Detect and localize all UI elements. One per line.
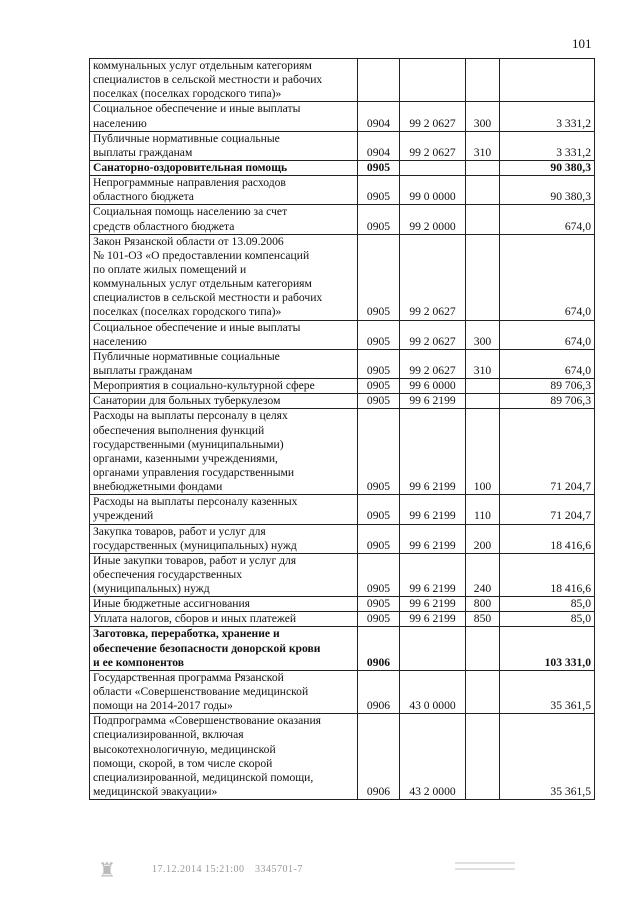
- row-expense-type: 200: [466, 524, 500, 553]
- row-article: [400, 160, 466, 175]
- row-name: Закон Рязанской области от 13.09.2006 № 101-ОЗ «О предоставлении компенсаций по оплате жилых помещений и коммунальных услуг отдельным категориям специалистов в сельской местности и рабочих поселках (поселках городского типа)»: [90, 234, 358, 320]
- row-section: 0905: [358, 205, 400, 234]
- table-row: [90, 102, 595, 131]
- row-amount: 35 361,5: [500, 670, 595, 713]
- row-amount: [500, 59, 595, 102]
- row-name: Непрограммные направления расходов областного бюджета: [90, 176, 358, 205]
- row-section: [358, 59, 400, 102]
- row-article: [400, 59, 466, 102]
- row-article: 99 2 0000: [400, 205, 466, 234]
- row-article: 99 2 0627: [400, 131, 466, 160]
- row-section: 0904: [358, 131, 400, 160]
- row-article: 99 2 0627: [400, 102, 466, 131]
- row-article: 99 2 0627: [400, 234, 466, 320]
- row-article: 99 6 2199: [400, 553, 466, 596]
- row-amount: 89 706,3: [500, 394, 595, 409]
- row-section: 0905: [358, 597, 400, 612]
- table-row: [90, 176, 595, 205]
- footer-code: 3345701-7: [255, 864, 303, 875]
- table-row: [90, 234, 595, 320]
- row-expense-type: [466, 59, 500, 102]
- row-article: 99 6 2199: [400, 597, 466, 612]
- table-row: [90, 627, 595, 670]
- row-amount: 3 331,2: [500, 102, 595, 131]
- row-expense-type: [466, 670, 500, 713]
- row-name: Расходы на выплаты персоналу в целях обеспечения выполнения функций государственными (муниципальными) органами, казенными учреждениями, органами управления государственными внебюджетными фондами: [90, 409, 358, 495]
- page-number: 101: [572, 36, 592, 51]
- footer-date: 17.12.2014 15:21:00: [152, 864, 245, 875]
- table-row: [90, 131, 595, 160]
- row-amount: 18 416,6: [500, 553, 595, 596]
- row-section: 0905: [358, 349, 400, 378]
- row-article: [400, 627, 466, 670]
- row-expense-type: [466, 379, 500, 394]
- page-footer: [0, 858, 640, 888]
- row-amount: 674,0: [500, 349, 595, 378]
- row-name: коммунальных услуг отдельным категориям специалистов в сельской местности и рабочих поселках (поселках городского типа)»: [90, 59, 358, 102]
- stamp-icon: ♜: [98, 860, 116, 882]
- row-section: 0905: [358, 524, 400, 553]
- table-row: [90, 597, 595, 612]
- row-name: Мероприятия в социально-культурной сфере: [90, 379, 358, 394]
- row-expense-type: [466, 176, 500, 205]
- row-expense-type: 240: [466, 553, 500, 596]
- table-row: [90, 553, 595, 596]
- row-amount: 85,0: [500, 597, 595, 612]
- row-section: 0905: [358, 320, 400, 349]
- row-expense-type: [466, 394, 500, 409]
- row-name: Иные закупки товаров, работ и услуг для обеспечения государственных (муниципальных) нужд: [90, 553, 358, 596]
- row-amount: 674,0: [500, 320, 595, 349]
- row-expense-type: 310: [466, 131, 500, 160]
- row-name: Закупка товаров, работ и услуг для государственных (муниципальных) нужд: [90, 524, 358, 553]
- table-row: [90, 670, 595, 713]
- budget-table-body: [90, 59, 595, 800]
- row-expense-type: [466, 160, 500, 175]
- row-name: Социальное обеспечение и иные выплаты населению: [90, 320, 358, 349]
- row-expense-type: 800: [466, 597, 500, 612]
- row-amount: 18 416,6: [500, 524, 595, 553]
- row-section: 0905: [358, 394, 400, 409]
- table-row: [90, 205, 595, 234]
- table-row: [90, 409, 595, 495]
- row-article: 99 6 2199: [400, 394, 466, 409]
- table-row: [90, 612, 595, 627]
- row-name: Уплата налогов, сборов и иных платежей: [90, 612, 358, 627]
- table-row: [90, 349, 595, 378]
- row-name: Санаторно-оздоровительная помощь: [90, 160, 358, 175]
- table-row: [90, 160, 595, 175]
- budget-table: [89, 58, 595, 800]
- table-row: [90, 59, 595, 102]
- row-name: Заготовка, переработка, хранение и обеспечение безопасности донорской крови и ее компонентов: [90, 627, 358, 670]
- row-article: 99 0 0000: [400, 176, 466, 205]
- row-article: 99 6 2199: [400, 612, 466, 627]
- row-section: 0905: [358, 495, 400, 524]
- row-expense-type: 300: [466, 320, 500, 349]
- row-name: Публичные нормативные социальные выплаты гражданам: [90, 131, 358, 160]
- row-expense-type: 850: [466, 612, 500, 627]
- row-name: Санатории для больных туберкулезом: [90, 394, 358, 409]
- row-name: Публичные нормативные социальные выплаты гражданам: [90, 349, 358, 378]
- row-section: 0905: [358, 612, 400, 627]
- row-article: 99 6 2199: [400, 409, 466, 495]
- footer-smudge: [455, 862, 515, 878]
- row-section: 0905: [358, 409, 400, 495]
- table-row: [90, 379, 595, 394]
- row-name: Социальная помощь населению за счет средств областного бюджета: [90, 205, 358, 234]
- row-article: 99 6 2199: [400, 524, 466, 553]
- row-name: Социальное обеспечение и иные выплаты населению: [90, 102, 358, 131]
- row-amount: 85,0: [500, 612, 595, 627]
- row-section: 0906: [358, 627, 400, 670]
- table-row: [90, 524, 595, 553]
- row-amount: 89 706,3: [500, 379, 595, 394]
- row-section: 0905: [358, 553, 400, 596]
- row-amount: 71 204,7: [500, 495, 595, 524]
- row-section: 0905: [358, 379, 400, 394]
- row-amount: 90 380,3: [500, 160, 595, 175]
- row-name: Государственная программа Рязанской области «Совершенствование медицинской помощи на 2014-2017 годы»: [90, 670, 358, 713]
- row-amount: 674,0: [500, 234, 595, 320]
- row-expense-type: [466, 627, 500, 670]
- row-name: Иные бюджетные ассигнования: [90, 597, 358, 612]
- row-name: Подпрограмма «Совершенствование оказания специализированной, включая высокотехнологичную, медицинской помощи, скорой, в том числе скорой специализированной, медицинской помощи, медицинской эвакуации»: [90, 714, 358, 800]
- row-expense-type: 310: [466, 349, 500, 378]
- row-amount: 3 331,2: [500, 131, 595, 160]
- table-row: [90, 320, 595, 349]
- table-row: [90, 495, 595, 524]
- row-article: 99 2 0627: [400, 349, 466, 378]
- row-expense-type: 300: [466, 102, 500, 131]
- row-section: 0905: [358, 234, 400, 320]
- table-row: [90, 714, 595, 800]
- row-name: Расходы на выплаты персоналу казенных учреждений: [90, 495, 358, 524]
- row-amount: 71 204,7: [500, 409, 595, 495]
- row-article: 99 6 0000: [400, 379, 466, 394]
- row-amount: 103 331,0: [500, 627, 595, 670]
- row-section: 0906: [358, 670, 400, 713]
- row-expense-type: [466, 234, 500, 320]
- row-amount: 674,0: [500, 205, 595, 234]
- row-section: 0904: [358, 102, 400, 131]
- row-expense-type: 110: [466, 495, 500, 524]
- row-article: 43 2 0000: [400, 714, 466, 800]
- row-expense-type: [466, 714, 500, 800]
- row-amount: 35 361,5: [500, 714, 595, 800]
- row-section: 0905: [358, 160, 400, 175]
- row-section: 0906: [358, 714, 400, 800]
- row-amount: 90 380,3: [500, 176, 595, 205]
- table-row: [90, 394, 595, 409]
- row-expense-type: [466, 205, 500, 234]
- row-expense-type: 100: [466, 409, 500, 495]
- row-article: 99 2 0627: [400, 320, 466, 349]
- row-section: 0905: [358, 176, 400, 205]
- row-article: 43 0 0000: [400, 670, 466, 713]
- row-article: 99 6 2199: [400, 495, 466, 524]
